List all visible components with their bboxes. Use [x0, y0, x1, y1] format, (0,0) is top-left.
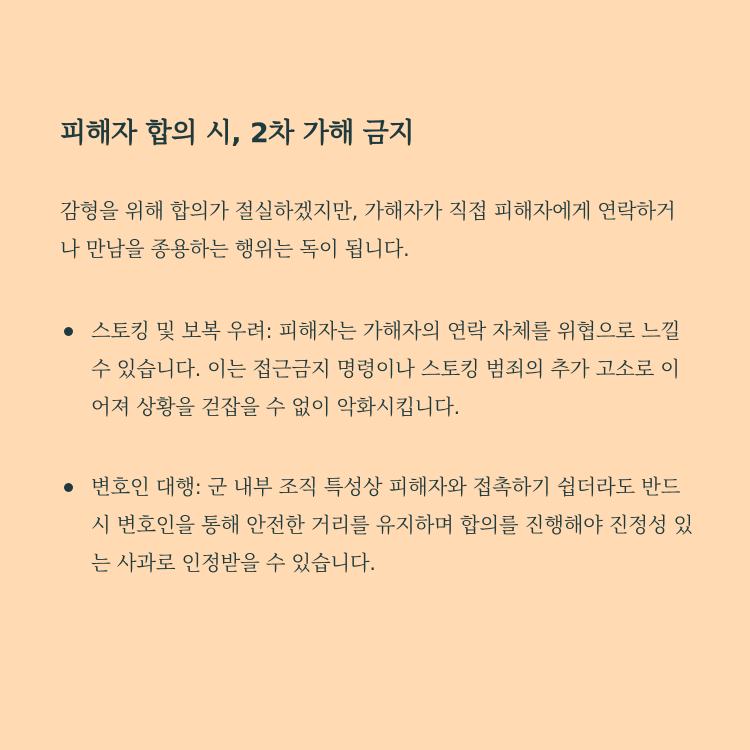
- bullet-list: [60, 312, 694, 582]
- list-item: [60, 312, 699, 426]
- bullet-text: 변호인 대행: 군 내부 조직 특성상 피해자와 접촉하기 쉽더라도 반드시 변호인을 통해 안전한 거리를 유지하며 합의를 진행해야 진정성 있는 사과로 인정받을 수 있습니다.: [91, 475, 694, 575]
- intro-paragraph: 감형을 위해 합의가 절실하겠지만, 가해자가 직접 피해자에게 연락하거나 만남을 종용하는 행위는 독이 됩니다.: [60, 199, 676, 261]
- list-item: [60, 468, 699, 582]
- bullet-dot-icon: [64, 483, 73, 492]
- page-title: 피해자 합의 시, 2차 가해 금지: [60, 118, 414, 149]
- bullet-dot-icon: [64, 327, 73, 336]
- bullet-text: 스토킹 및 보복 우려: 피해자는 가해자의 연락 자체를 위협으로 느낄 수 있습니다. 이는 접근금지 명령이나 스토킹 범죄의 추가 고소로 이어져 상황을 걷잡을 수 없이 악화시킵니다.: [91, 319, 681, 419]
